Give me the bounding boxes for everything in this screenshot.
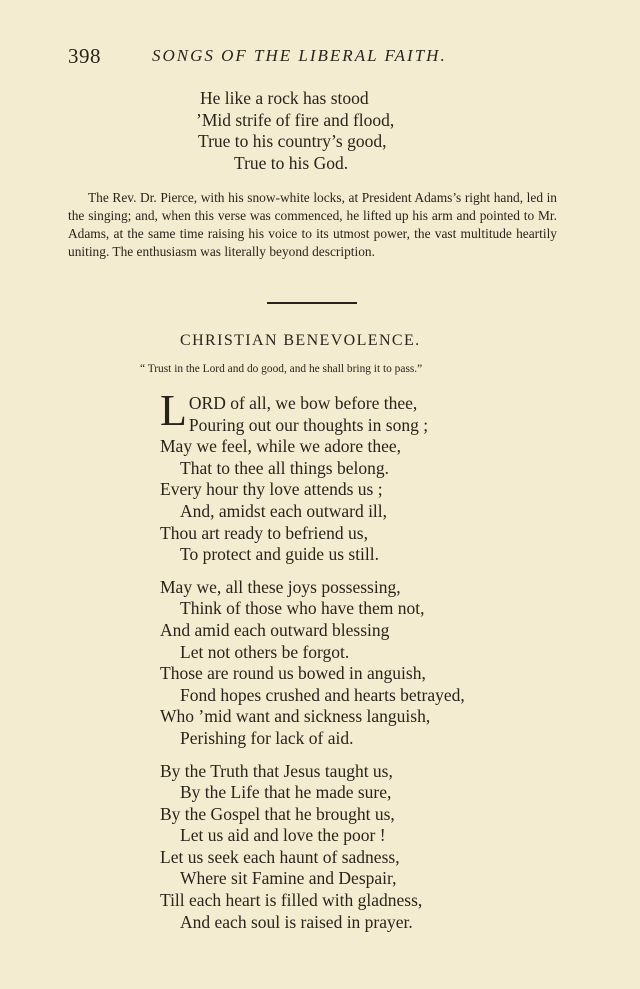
verse-line: Where sit Famine and Despair,	[180, 868, 397, 889]
drop-cap: L	[160, 386, 187, 435]
verse-line: May we, all these joys possessing,	[160, 576, 401, 597]
verse-line: By the Gospel that he brought us,	[160, 803, 395, 824]
verse-line: And, amidst each outward ill,	[180, 500, 388, 521]
verse-line: True to his country’s good,	[198, 131, 387, 152]
verse-line: And amid each outward blessing	[160, 619, 390, 640]
verse-line: True to his God.	[234, 152, 349, 173]
verse-line: Who ’mid want and sickness languish,	[160, 706, 431, 727]
verse-line: Perishing for lack of aid.	[180, 727, 354, 748]
verse-line: Thou art ready to befriend us,	[160, 522, 368, 543]
verse-line: Till each heart is filled with gladness,	[160, 890, 423, 911]
verse-line: Those are round us bowed in anguish,	[160, 663, 426, 684]
verse-line: May we feel, while we adore thee,	[160, 436, 402, 457]
verse-line: Think of those who have them not,	[180, 598, 425, 619]
page-header	[68, 44, 588, 74]
verse-line: Every hour thy love attends us ;	[160, 479, 383, 500]
page-number: 398	[68, 44, 101, 68]
hymn-title: CHRISTIAN BENEVOLENCE.	[180, 332, 421, 349]
stanza-3	[160, 761, 560, 934]
verse-line: That to thee all things belong.	[180, 457, 389, 478]
verse-line: Let not others be forgot.	[180, 641, 350, 662]
verse-line: He like a rock has stood	[200, 88, 369, 108]
verse-line: Let us seek each haunt of sadness,	[160, 846, 400, 867]
verse-line: Pouring out our thoughts in song ;	[188, 414, 429, 435]
first-lines	[160, 386, 560, 436]
verse-line: By the Truth that Jesus taught us,	[160, 760, 393, 781]
verse-line: ORD of all, we bow before thee,	[188, 393, 418, 413]
hymn-body	[160, 386, 560, 944]
stanza-2	[160, 577, 560, 750]
stanza-1	[160, 386, 560, 566]
verse-line: To protect and guide us still.	[180, 544, 380, 565]
running-head: SONGS OF THE LIBERAL FAITH.	[152, 46, 447, 65]
verse-line: Let us aid and love the poor !	[180, 825, 386, 846]
prose-text: The Rev. Dr. Pierce, with his snow-white locks, at President Adams’s right hand, led in the singing; and, when this verse was commenced, he lifted up his arm and pointed to Mr. Adams, at the same time raising his voice to its utmost power, the vast multitude heartily uniting. The enthusiasm was literally beyond description.	[68, 190, 557, 259]
section-divider	[267, 302, 357, 304]
verse-line: By the Life that he made sure,	[180, 782, 392, 803]
verse-line: ’Mid strife of fire and flood,	[196, 109, 395, 130]
verse-line: Fond hopes crushed and hearts betrayed,	[180, 684, 465, 705]
verse-line: And each soul is raised in prayer.	[180, 911, 413, 932]
prose-paragraph	[68, 189, 557, 261]
hymn-epigraph: “ Trust in the Lord and do good, and he shall bring it to pass.”	[140, 363, 423, 375]
opening-stanza	[196, 88, 394, 174]
